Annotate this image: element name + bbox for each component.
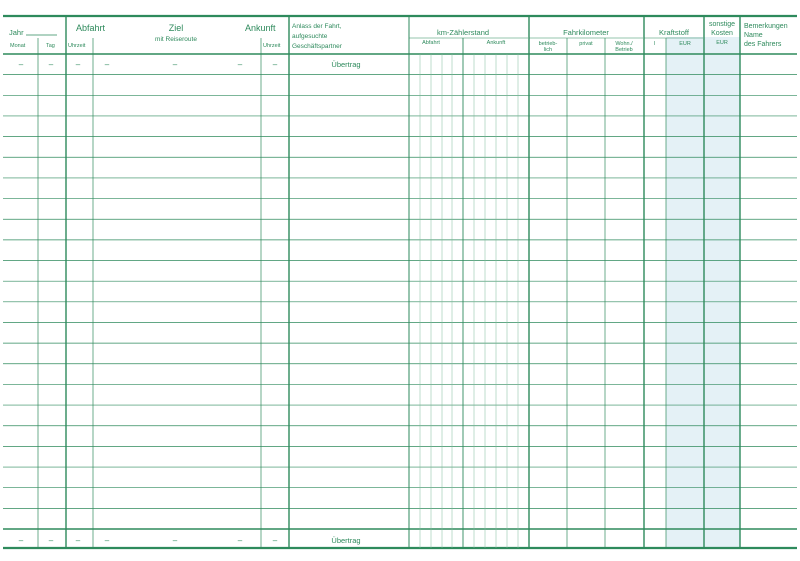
header-km-ankunft: Ankunft xyxy=(486,40,506,46)
header-kraftstoff-eur: EUR xyxy=(679,41,691,47)
header-abfahrt: Abfahrt xyxy=(76,23,106,33)
carry-bottom-dash-ziel-1: – xyxy=(104,536,110,545)
header-monat: Monat xyxy=(10,43,26,49)
header-sonstige-line1: sonstige xyxy=(708,21,736,28)
header-mit-reiseroute: mit Reiseroute xyxy=(155,36,197,43)
carry-bottom-dash-ankunft: – xyxy=(272,536,278,545)
header-wohn-line1: Wohn./ xyxy=(615,41,633,47)
header-km-abfahrt: Abfahrt xyxy=(422,40,440,46)
kraftstoff-eur-shade xyxy=(666,37,704,548)
header-privat: privat xyxy=(579,41,593,47)
carry-top-dash-tag: – xyxy=(48,60,54,69)
header-kraftstoff: Kraftstoff xyxy=(659,28,689,37)
carry-top-dash-ziel-1: – xyxy=(104,60,110,69)
carry-top-dash-ankunft: – xyxy=(272,60,278,69)
carry-top-dash-ziel-3: – xyxy=(237,60,243,69)
carry-bottom-dash-tag: – xyxy=(48,536,54,545)
header-betrieblich-line1: betrieb- xyxy=(538,41,558,47)
carry-row-bottom xyxy=(19,536,361,545)
header-sonstige-line2: Kosten xyxy=(711,30,733,37)
header-bemerkungen-line3: des Fahrers xyxy=(744,41,782,48)
header-abfahrt-uhrzeit: Uhrzeit xyxy=(68,43,86,49)
header-ankunft: Ankunft xyxy=(245,23,276,33)
header-tag: Tag xyxy=(46,43,55,49)
carry-top-uebertrag: Übertrag xyxy=(331,60,361,69)
header-sonstige-eur: EUR xyxy=(716,40,728,46)
carry-bottom-dash-monat: – xyxy=(18,536,24,545)
carry-top-dash-ziel-2: – xyxy=(172,60,178,69)
header-km-zaehlerstand: km-Zählerstand xyxy=(436,28,490,37)
header-anlass-line1: Anlass der Fahrt, xyxy=(292,23,342,30)
header-ziel: Ziel xyxy=(168,23,184,33)
header-bemerkungen-line2: Name xyxy=(744,32,763,39)
header-betrieblich-line2: lich xyxy=(543,47,553,53)
header-anlass-line3: Geschäftspartner xyxy=(292,43,342,50)
carry-bottom-dash-ziel-2: – xyxy=(172,536,178,545)
header-wohn-line2: Betrieb xyxy=(615,47,633,53)
carry-bottom-dash-abfahrt: – xyxy=(75,536,81,545)
carry-row-top xyxy=(19,60,361,69)
sonstige-kosten-shade xyxy=(704,37,740,548)
header-jahr: Jahr xyxy=(9,28,24,37)
carry-bottom-dash-ziel-3: – xyxy=(237,536,243,545)
header-liter: l xyxy=(654,41,656,47)
header-ankunft-uhrzeit: Uhrzeit xyxy=(263,43,281,49)
shaded-columns xyxy=(666,37,740,548)
header-anlass-line2: aufgesuchte xyxy=(292,33,328,40)
header-fahrkilometer: Fahrkilometer xyxy=(563,28,609,37)
carry-top-dash-monat: – xyxy=(18,60,24,69)
header-bemerkungen-line1: Bemerkungen xyxy=(744,23,788,30)
carry-bottom-uebertrag: Übertrag xyxy=(331,536,361,545)
carry-top-dash-abfahrt: – xyxy=(75,60,81,69)
